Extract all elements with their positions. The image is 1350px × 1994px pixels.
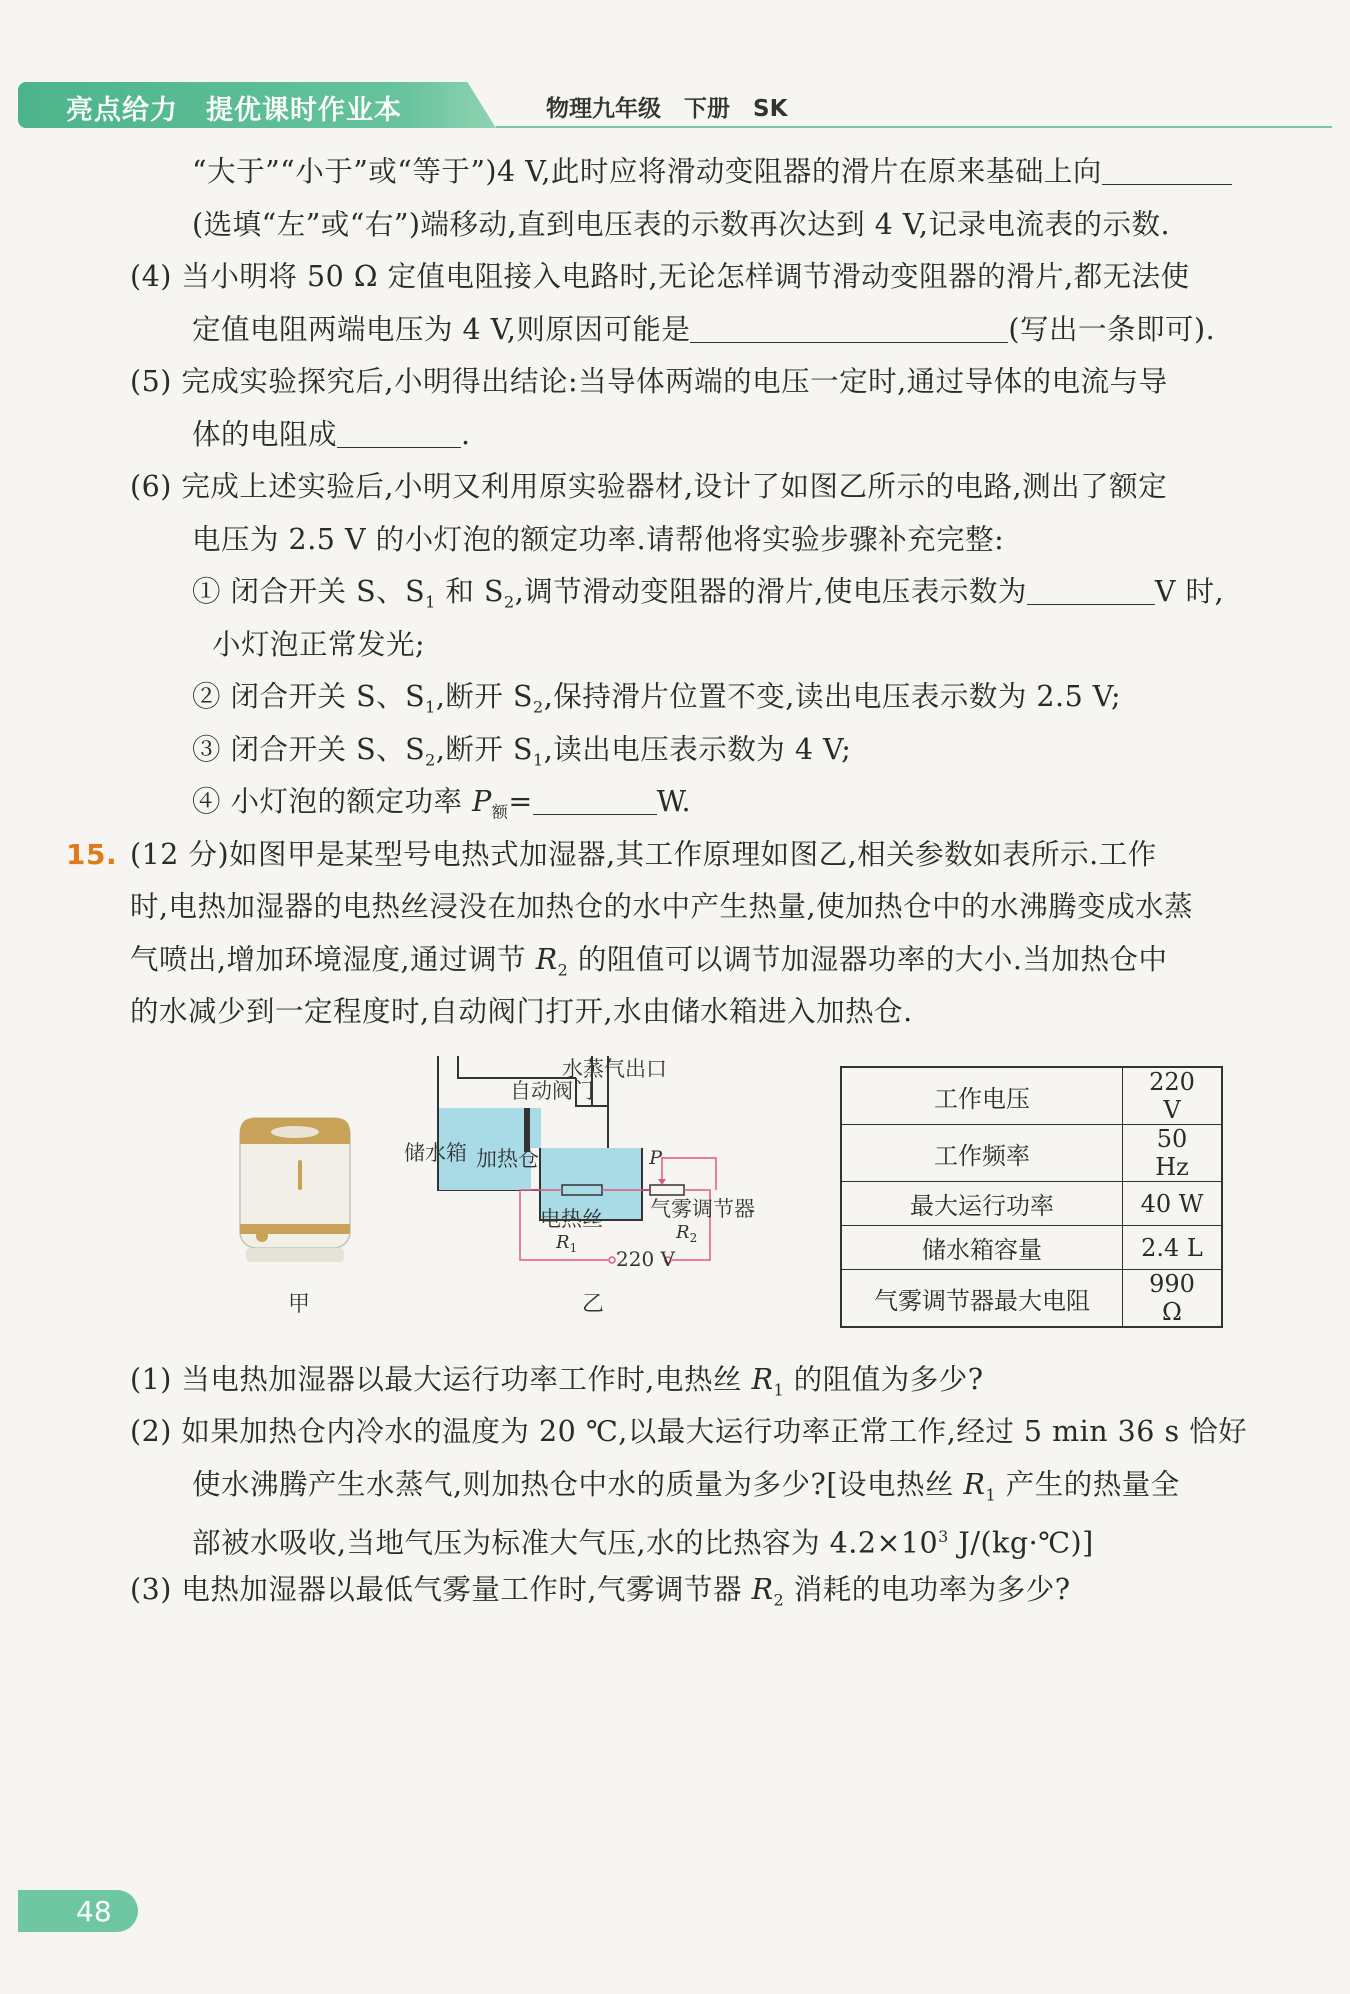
table-row <box>841 1125 1222 1182</box>
label-jia: 甲 <box>288 1292 311 1317</box>
step-2: ② 闭合开关 S、$S_1$,断开 $S_2$,保持滑片位置不变,读出电压表示数为 2.5 V; <box>192 680 1122 717</box>
header-rule <box>496 126 1332 128</box>
book-title: 亮点给力 提优课时作业本 <box>66 95 402 126</box>
mist-regulator-r2 <box>650 1185 684 1195</box>
text-line: 小灯泡正常发光; <box>212 627 426 661</box>
step-1: ① 闭合开关 S、$S_1$ 和 $S_2$,调节滑动变阻器的滑片,使电压表示数为 V 时, <box>192 575 1225 612</box>
humidifier-figure <box>210 1048 800 1318</box>
subject-label: 物理九年级 下册 SK <box>546 96 788 122</box>
answer-blank[interactable] <box>533 784 657 815</box>
label-slider-p: P <box>649 1147 662 1169</box>
page-number-tab <box>18 1890 138 1932</box>
answer-blank[interactable] <box>1027 574 1155 605</box>
step-4: ④ 小灯泡的额定功率 $P_额= W$. <box>192 785 692 822</box>
param-value: 50 Hz <box>1123 1125 1223 1182</box>
param-value: 40 W <box>1123 1182 1223 1226</box>
label-steam-outlet: 水蒸气出口 <box>562 1057 667 1081</box>
answer-blank[interactable] <box>1102 154 1232 185</box>
label-mist-regulator: 气雾调节器 <box>650 1197 755 1221</box>
parameter-table <box>840 1066 1223 1328</box>
label-heating-chamber: 加热仓 <box>476 1147 539 1171</box>
param-value: 990 Ω <box>1123 1270 1223 1328</box>
label-yi: 乙 <box>582 1292 605 1317</box>
param-name: 最大运行功率 <box>841 1182 1123 1226</box>
text-line: 定值电阻两端电压为 4 V,则原因可能是 (写出一条即可). <box>192 312 1216 346</box>
text-line: 时,电热加湿器的电热丝浸没在加热仓的水中产生热量,使加热仓中的水沸腾变成水蒸 <box>130 890 1194 923</box>
text-line: (5) 完成实验探究后,小明得出结论:当导体两端的电压一定时,通过导体的电流与导 <box>130 365 1168 398</box>
table-row <box>841 1182 1222 1226</box>
step-3: ③ 闭合开关 S、$S_2$,断开 $S_1$,读出电压表示数为 4 V; <box>192 732 852 770</box>
humidifier-device-image <box>240 1118 350 1262</box>
param-name: 工作频率 <box>841 1125 1123 1182</box>
label-supply-voltage: 220 V <box>616 1247 675 1271</box>
text-line: 体的电阻成 . <box>192 417 471 451</box>
text-line: (6) 完成上述实验后,小明又利用原实验器材,设计了如图乙所示的电路,测出了额定 <box>130 470 1168 503</box>
text-line: 气喷出,增加环境湿度,通过调节 $R_2$ 的阻值可以调节加湿器功率的大小.当加热仓中 <box>130 942 1168 980</box>
sub-question-1: (1) 当电热加湿器以最大运行功率工作时,电热丝 $R_1$ 的阻值为多少? <box>130 1362 984 1400</box>
text-line: (选填“左”或“右”)端移动,直到电压表的示数再次达到 4 V,记录电流表的示数. <box>192 207 1171 241</box>
label-tank: 储水箱 <box>404 1141 467 1165</box>
text-line: 电压为 2.5 V 的小灯泡的额定功率.请帮他将实验步骤补充完整: <box>192 522 1005 556</box>
param-value: 2.4 L <box>1123 1226 1223 1270</box>
label-heating-wire: 电热丝 <box>540 1207 603 1231</box>
answer-blank[interactable] <box>690 312 1008 343</box>
param-value: 220 V <box>1123 1067 1223 1125</box>
label-r1: $R_1$ <box>556 1232 578 1255</box>
table-row <box>841 1067 1222 1125</box>
sub-question-3: (3) 电热加湿器以最低气雾量工作时,气雾调节器 $R_2$ 消耗的电功率为多少? <box>130 1572 1071 1610</box>
text-line: (4) 当小明将 50 Ω 定值电阻接入电路时,无论怎样调节滑动变阻器的滑片,都无法使 <box>130 260 1190 293</box>
text-line: 的水减少到一定程度时,自动阀门打开,水由储水箱进入加热仓. <box>130 995 913 1028</box>
param-name: 工作电压 <box>841 1067 1123 1125</box>
page-number: 48 <box>76 1895 112 1928</box>
table-row <box>841 1226 1222 1270</box>
answer-blank[interactable] <box>337 417 461 448</box>
page-header <box>18 82 1332 128</box>
label-auto-valve: 自动阀门 <box>510 1079 594 1103</box>
sub-question-2: (2) 如果加热仓内冷水的温度为 20 ℃,以最大运行功率正常工作,经过 5 min 36 s 恰好 <box>130 1415 1248 1448</box>
param-name: 储水箱容量 <box>841 1226 1123 1270</box>
page-content <box>66 146 1330 1616</box>
label-r2: $R_2$ <box>676 1222 698 1245</box>
text-line: “大于”“小于”或“等于”)4 V,此时应将滑动变阻器的滑片在原来基础上向 <box>130 146 1330 199</box>
param-name: 气雾调节器最大电阻 <box>841 1270 1123 1328</box>
question-number: 15. <box>66 837 118 871</box>
table-row <box>841 1270 1222 1328</box>
text-line: 使水沸腾产生水蒸气,则加热仓中水的质量为多少?[设电热丝 $R_1$ 产生的热量全 <box>192 1467 1180 1505</box>
question-15: 15. (12 分)如图甲是某型号电热式加湿器,其工作原理如图乙,相关参数如表所示.工作 <box>130 829 1330 882</box>
text-line: 部被水吸收,当地气压为标准大气压,水的比热容为 $4.2\times 10^3$ J/(kg·℃)] <box>192 1526 1094 1560</box>
